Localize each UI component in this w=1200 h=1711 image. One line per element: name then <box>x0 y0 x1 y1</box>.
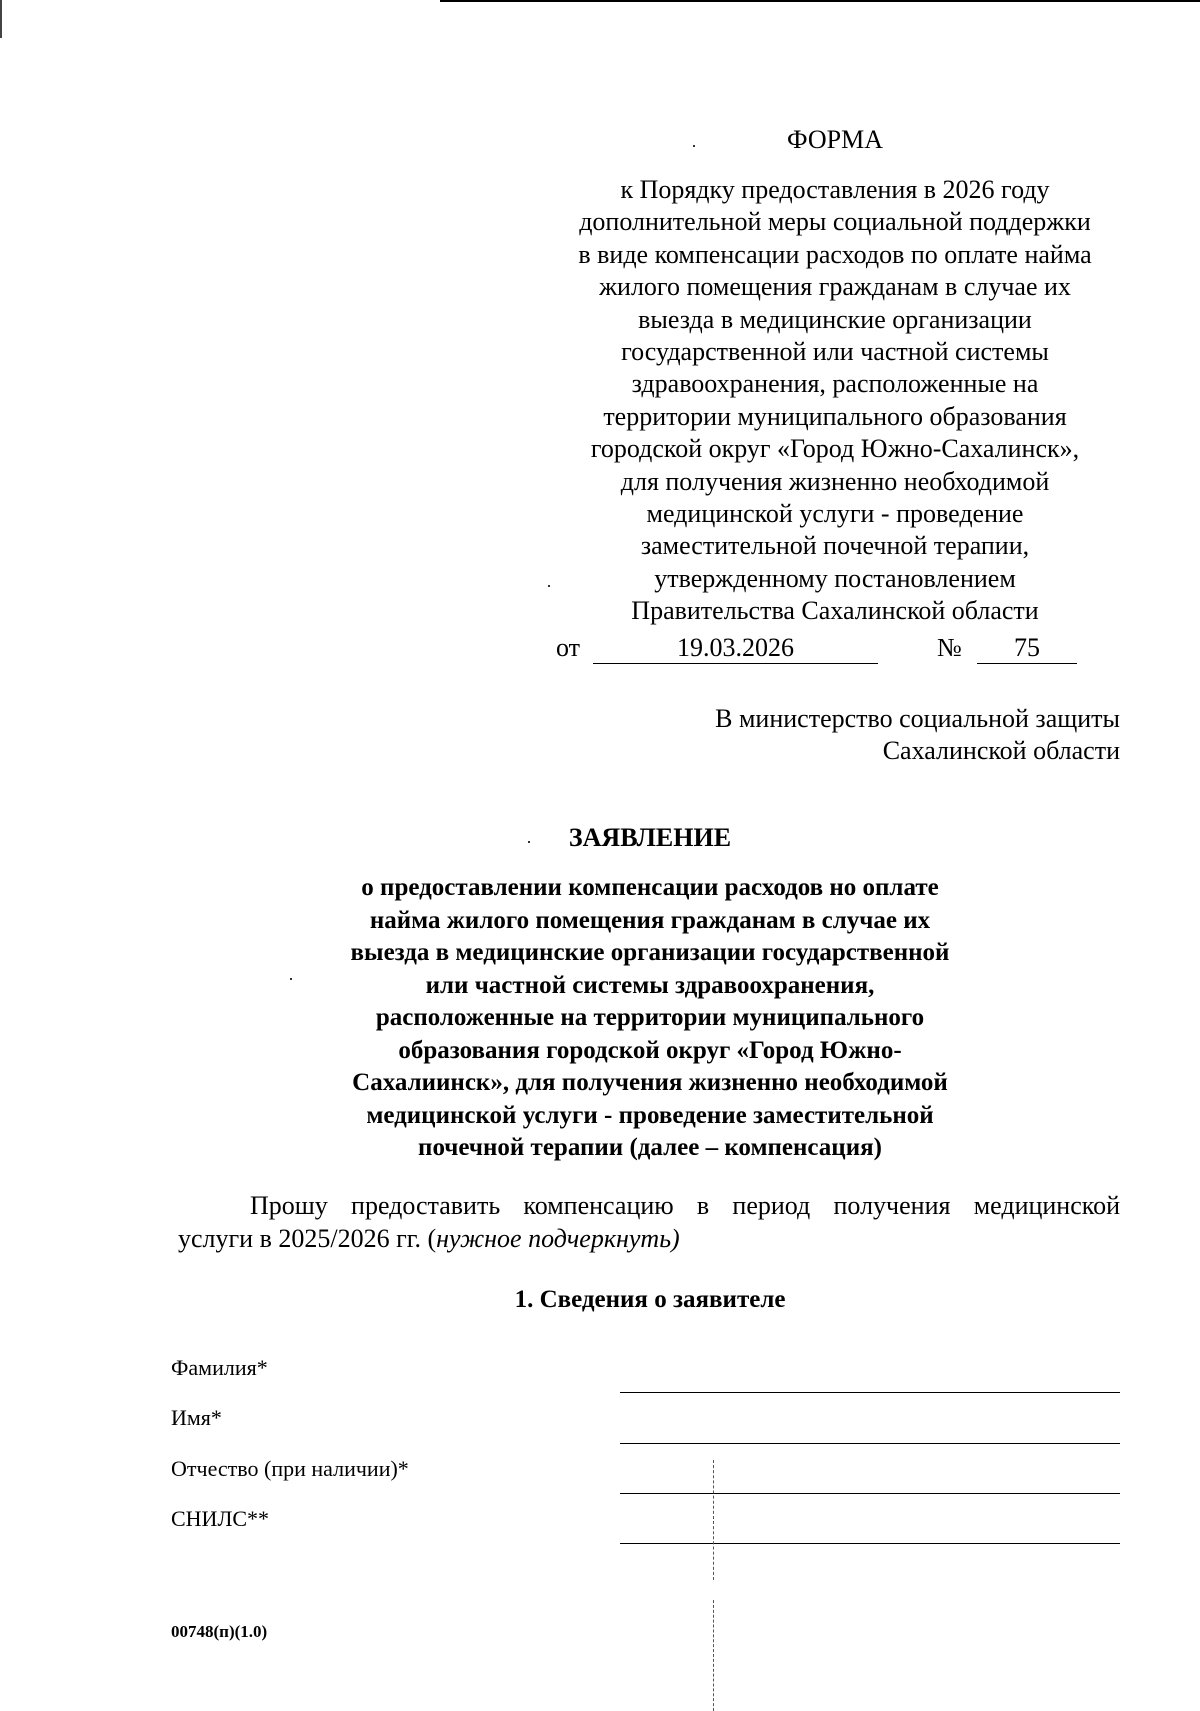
request-paragraph <box>178 1189 1120 1255</box>
form-header-line: здравоохранения, расположенные на <box>631 369 1039 399</box>
section-heading: 1. Сведения о заявителе <box>514 1286 786 1313</box>
resolution-reference <box>556 632 1121 666</box>
patronymic-field[interactable] <box>620 1493 1120 1494</box>
statement-subtitle <box>290 872 1010 1165</box>
request-line <box>178 1222 1120 1255</box>
from-label: от <box>556 633 581 662</box>
scan-speck <box>548 585 550 587</box>
addressee <box>600 703 1120 767</box>
statement-subtitle-line: Сахалиинск», для получения жизненно необходимой <box>352 1069 948 1096</box>
form-header-line: к Порядку предоставления в 2026 году <box>620 175 1050 204</box>
form-header-line: заместительной почечной терапии, <box>640 531 1030 561</box>
number-label: № <box>937 633 962 662</box>
form-title: ФОРМА <box>787 125 883 154</box>
form-header-line: жилого помещения гражданам в случае их <box>599 272 1071 302</box>
resolution-number: 75 <box>977 632 1077 664</box>
patronymic-label: Отчество (при наличии)* <box>171 1456 409 1481</box>
snils-field[interactable] <box>620 1543 1120 1544</box>
name-label: Имя* <box>171 1405 222 1430</box>
addressee-line: В министерство социальной защиты <box>715 704 1120 733</box>
form-header-line: медицинской услуги - проведение <box>646 499 1024 529</box>
statement-subtitle-line: почечной терапии (далее – компенсация) <box>418 1134 882 1161</box>
scan-speck <box>693 145 695 147</box>
form-code: 00748(п)(1.0) <box>171 1622 268 1641</box>
scan-top-rule <box>440 0 1200 2</box>
scan-artifact <box>713 1460 714 1580</box>
form-header-line: территории муниципального образования <box>603 401 1067 431</box>
statement-subtitle-line: расположенные на территории муниципального <box>375 1004 925 1031</box>
statement-subtitle-line: найма жилого помещения гражданам в случае их <box>369 906 931 934</box>
statement-subtitle-line: или частной системы здравоохранения, <box>425 971 875 999</box>
form-header-line: утвержденному постановлением <box>654 563 1016 593</box>
form-header-line: Правительства Сахалинской области <box>631 596 1039 626</box>
name-field[interactable] <box>620 1443 1120 1444</box>
addressee-line: Сахалинской области <box>882 736 1120 765</box>
form-header-line: дополнительной меры социальной поддержки <box>579 207 1091 237</box>
scan-corner-mark <box>0 0 2 38</box>
scan-artifact <box>713 1600 714 1711</box>
snils-label: СНИЛС** <box>171 1506 270 1531</box>
form-header-line: городской округ «Город Южно-Сахалинск», <box>590 434 1080 464</box>
form-header-line: государственной или частной системы <box>621 337 1049 367</box>
statement-subtitle-line: о предоставлении компенсации расходов но оплате <box>361 874 939 901</box>
statement-title: ЗАЯВЛЕНИЕ <box>568 823 732 852</box>
surname-label: Фамилия* <box>171 1355 268 1380</box>
form-header-text <box>555 174 1115 628</box>
scan-speck <box>290 978 292 980</box>
request-line: Прошу предоставить компенсацию в период получения медицинской <box>250 1191 1120 1220</box>
resolution-date: 19.03.2026 <box>593 632 878 664</box>
form-header-line: для получения жизненно необходимой <box>620 466 1050 496</box>
statement-subtitle-line: медицинской услуги - проведение заместительной <box>366 1101 934 1129</box>
statement-subtitle-line: образования городской округ «Город Южно- <box>398 1036 902 1064</box>
request-hint: нужное подчеркнуть) <box>436 1224 680 1253</box>
scan-speck <box>528 841 530 843</box>
request-text: услуги в 2025/2026 гг. ( <box>178 1224 437 1253</box>
form-header-line: в виде компенсации расходов по оплате найма <box>578 239 1092 269</box>
form-header-line: выезда в медицинские организации <box>638 304 1032 334</box>
surname-field[interactable] <box>620 1392 1120 1393</box>
statement-subtitle-line: выезда в медицинские организации государственной <box>350 939 950 966</box>
